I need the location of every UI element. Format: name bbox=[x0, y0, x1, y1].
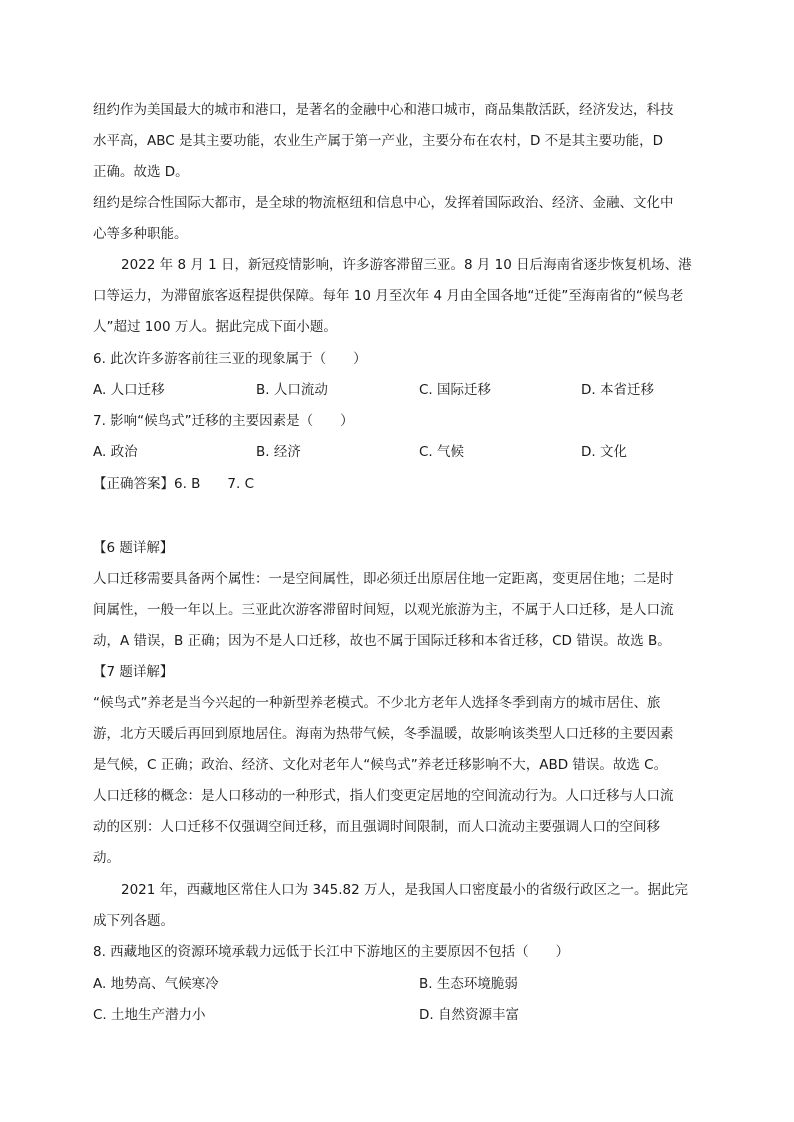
option-c: C. 国际迁移 bbox=[419, 382, 492, 398]
option-b: B. 生态环境脆弱 bbox=[419, 976, 518, 992]
passage-line: 2021 年，西藏地区常住人口为 345.82 万人，是我国人口密度最小的省级行政区之一。据此完 bbox=[121, 882, 688, 898]
detail-line: 人口迁移的概念：是人口移动的一种形式，指人们变更定居地的空间流动行为。人口迁移与人口流 bbox=[93, 788, 674, 804]
passage-line: 2022 年 8 月 1 日，新冠疫情影响，许多游客滞留三亚。8 月 10 日后海南省逐步恢复机场、港 bbox=[121, 257, 692, 273]
detail-line: 是气候，C 正确；政治、经济、文化对老年人“候鸟式”养老迁移影响不大，ABD 错误。故选 C。 bbox=[93, 757, 668, 773]
analysis-line: 纽约作为美国最大的城市和港口，是著名的金融中心和港口城市，商品集散活跃，经济发达，科技 bbox=[93, 102, 674, 118]
passage-line: 成下列各题。 bbox=[93, 913, 174, 929]
analysis-line: 正确。故选 D。 bbox=[93, 164, 189, 180]
detail-heading: 【7 题详解】 bbox=[93, 664, 174, 680]
detail-line: 间属性，一般一年以上。三亚此次游客滞留时间短，以观光旅游为主，不属于人口迁移，是人口流 bbox=[93, 602, 674, 618]
detail-line: “候鸟式”养老是当今兴起的一种新型养老模式。不少北方老年人选择冬季到南方的城市居住、旅 bbox=[93, 695, 661, 711]
detail-heading: 【6 题详解】 bbox=[93, 540, 174, 556]
question-stem: 7. 影响“候鸟式”迁移的主要因素是（ ） bbox=[93, 413, 354, 429]
question-stem: 6. 此次许多游客前往三亚的现象属于（ ） bbox=[93, 351, 367, 367]
option-c: C. 气候 bbox=[419, 444, 465, 460]
detail-line: 动的区别：人口迁移不仅强调空间迁移，而且强调时间限制，而人口流动主要强调人口的空间移 bbox=[93, 819, 660, 835]
detail-line: 人口迁移需要具备两个属性：一是空间属性，即必须迁出原居住地一定距离，变更居住地；二是时 bbox=[93, 571, 674, 587]
analysis-line: 纽约是综合性国际大都市，是全球的物流枢纽和信息中心，发挥着国际政治、经济、金融、文化中 bbox=[93, 195, 674, 211]
option-d: D. 自然资源丰富 bbox=[419, 1007, 519, 1023]
option-d: D. 文化 bbox=[581, 444, 627, 460]
option-c: C. 土地生产潜力小 bbox=[93, 1007, 206, 1023]
option-b: B. 经济 bbox=[256, 444, 301, 460]
option-a: A. 地势高、气候寒冷 bbox=[93, 976, 219, 992]
passage-line: 人”超过 100 万人。据此完成下面小题。 bbox=[93, 319, 337, 335]
analysis-line: 水平高，ABC 是其主要功能，农业生产属于第一产业，主要分布在农村，D 不是其主要功能，D bbox=[93, 133, 664, 149]
passage-line: 口等运力，为滞留旅客返程提供保障。每年 10 月至次年 4 月由全国各地“迁徙”至海南省的“候鸟老 bbox=[93, 288, 684, 304]
detail-line: 动。 bbox=[93, 850, 120, 866]
answer-line: 【正确答案】6. B 7. C bbox=[93, 476, 255, 492]
option-b: B. 人口流动 bbox=[256, 382, 328, 398]
detail-line: 动，A 错误，B 正确；因为不是人口迁移，故也不属于国际迁移和本省迁移，CD 错误。故选 B。 bbox=[93, 633, 671, 649]
question-stem: 8. 西藏地区的资源环境承载力远低于长江中下游地区的主要原因不包括（ ） bbox=[93, 944, 570, 960]
option-d: D. 本省迁移 bbox=[581, 382, 654, 398]
analysis-line: 心等多种职能。 bbox=[93, 226, 188, 242]
detail-line: 游，北方天暖后再回到原地居住。海南为热带气候，冬季温暖，故影响该类型人口迁移的主要因素 bbox=[93, 726, 674, 742]
option-a: A. 政治 bbox=[93, 444, 138, 460]
option-a: A. 人口迁移 bbox=[93, 382, 165, 398]
